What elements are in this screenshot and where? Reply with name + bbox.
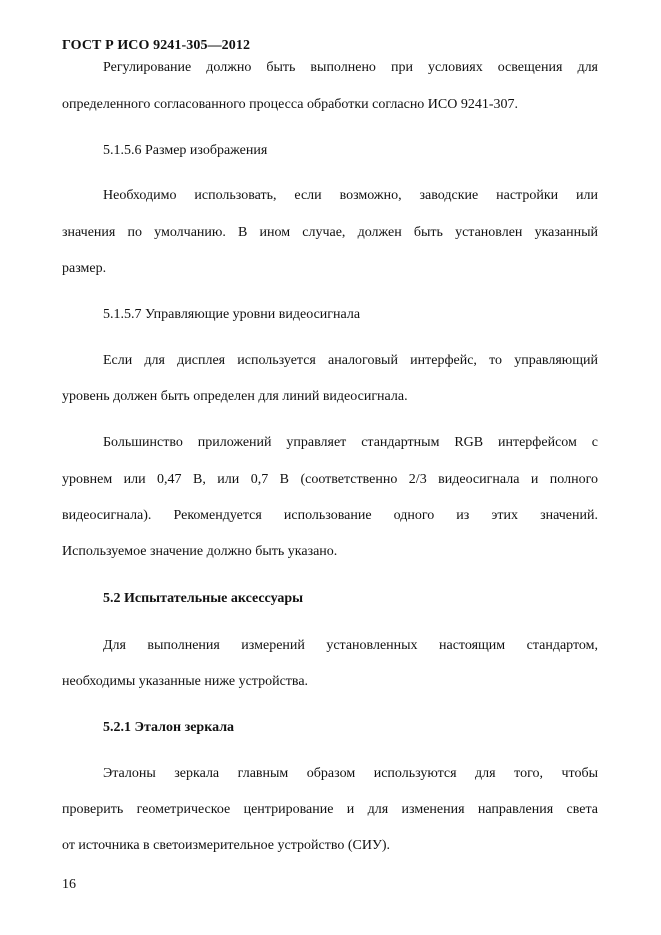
paragraph-line: Необходимо использовать, если возможно, заводские настройки или	[103, 188, 598, 203]
paragraph-line: необходимы указанные ниже устройства.	[62, 674, 309, 689]
document-header: ГОСТ Р ИСО 9241-305—2012	[62, 38, 251, 53]
paragraph-line: Используемое значение должно быть указано.	[62, 544, 338, 559]
paragraph-line: Эталоны зеркала главным образом используются для того, чтобы	[103, 766, 598, 781]
paragraph-line: от источника в светоизмерительное устройство (СИУ).	[62, 838, 391, 853]
paragraph-line: определенного согласованного процесса обработки согласно ИСО 9241-307.	[62, 97, 519, 112]
paragraph-line: Если для дисплея используется аналоговый интерфейс, то управляющий	[103, 353, 598, 368]
paragraph-line: размер.	[62, 261, 107, 276]
paragraph-line: проверить геометрическое центрирование и для изменения направления света	[62, 802, 598, 817]
paragraph-line: уровнем или 0,47 В, или 0,7 В (соответственно 2/3 видеосигнала и полного	[62, 472, 598, 487]
section-heading-5-2: 5.2 Испытательные аксессуары	[103, 591, 304, 606]
paragraph-line: уровень должен быть определен для линий видеосигнала.	[62, 389, 408, 404]
paragraph-line: видеосигнала). Рекомендуется использование одного из этих значений.	[62, 508, 598, 523]
paragraph-line: Регулирование должно быть выполнено при условиях освещения для	[103, 60, 598, 75]
section-heading-5-1-5-6: 5.1.5.6 Размер изображения	[103, 143, 268, 158]
paragraph-line: Большинство приложений управляет стандартным RGB интерфейсом с	[103, 435, 598, 450]
section-heading-5-2-1: 5.2.1 Эталон зеркала	[103, 720, 235, 735]
paragraph-line: значения по умолчанию. В ином случае, должен быть установлен указанный	[62, 225, 598, 240]
paragraph-line: Для выполнения измерений установленных настоящим стандартом,	[103, 638, 598, 653]
section-heading-5-1-5-7: 5.1.5.7 Управляющие уровни видеосигнала	[103, 307, 361, 322]
page-number: 16	[62, 877, 76, 892]
